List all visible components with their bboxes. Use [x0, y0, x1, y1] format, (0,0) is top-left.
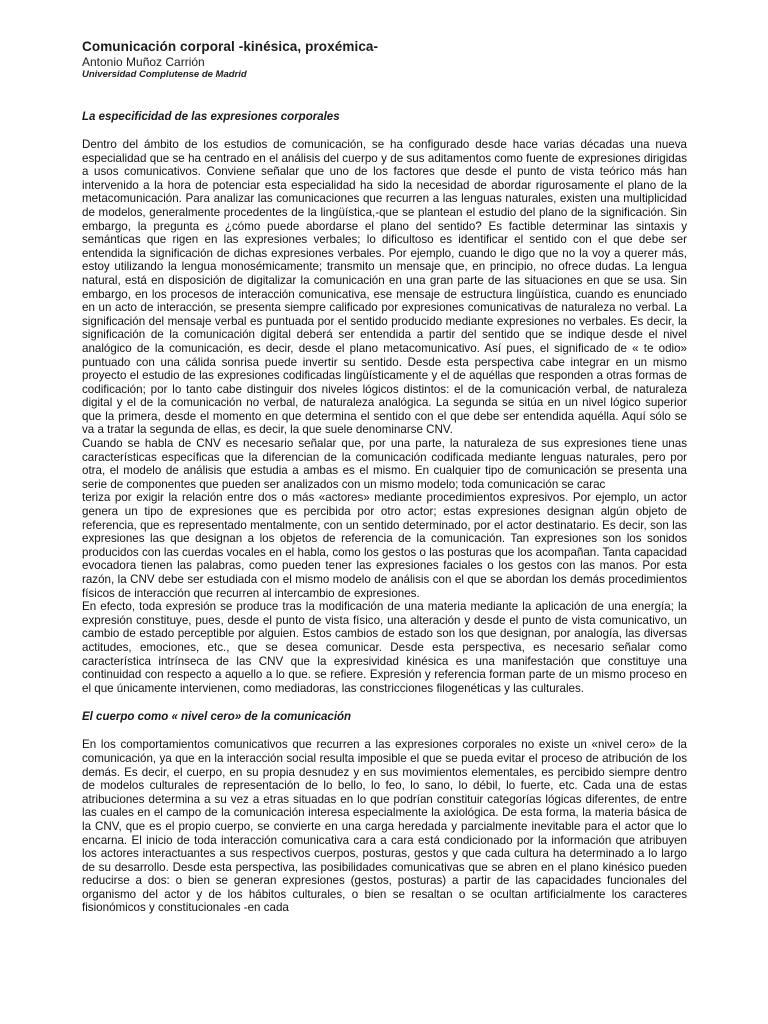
section-heading: El cuerpo como « nivel cero» de la comunicación [82, 711, 352, 724]
paragraph: En los comportamientos comunicativos que recurren a las expresiones corporales no existe un «nivel cero» de la comunicación, ya que en la interacción social resulta imposible el que se pueda evitar el proceso de atribución de los demás. Es decir, el cuerpo, en su propia desnudez y en sus movimientos elementales, es percibido siempre dentro de modelos culturales de representación de lo bello, lo feo, lo sano, lo débil, lo fuerte, etc. Cada una de estas atribuciones determina a su vez a etras situadas en lo que podrían constituir categorías lógicas diferentes, de entre las cuales en el campo de la comunicación interesa especialmente la axiológica. De esta forma, la materia básica de la CNV, que es el propio cuerpo, se convierte en una carga heredada y parcialmente inevitable para el actor que lo encarna. El inicio de toda interacción comunicativa cara a cara está condicionado por la información que atribuyen los actores interactuantes a sus respectivos cuerpos, posturas, gestos y que cada cultura ha determinado a lo largo de su desarrollo. Desde esta perspectiva, las posibilidades comunicativas que se abren en el plano kinésico pueden reducirse a dos: o bien se generan expresiones (gestos, posturas) a partir de las capacidades funcionales del organismo del actor y de los hábitos culturales, o bien se resaltan o se ocultan artificialmente los caracteres fisionómicos y constitucionales -en cada [82, 738, 687, 915]
section-heading: La especificidad de las expresiones corporales [82, 111, 340, 123]
paragraph: teriza por exigir la relación entre dos o más «actores» mediante procedimientos expresivos. Por ejemplo, un actor genera un tipo de expresiones que es percibida por otro actor; estas expresiones designan algún objeto de referencia, que es representado mentalmente, con un sentido determinado, por el actor destinatario. Es decir, son las expresiones las que designan a los objetos de referencia de la comunicación. Tan expresiones son los sonidos producidos con las cuerdas vocales en el habla, como los gestos o las posturas que los acompañan. Tanta capacidad evocadora tienen las palabras, como pueden tener las expresiones faciales o los gestos con las manos. Por esta razón, la CNV debe ser estudiada con el mismo modelo de análisis con el que se abordan los demás procedimientos físicos de interacción que recurren al intercambio de expresiones. [82, 491, 687, 600]
section-body [82, 138, 687, 695]
author-name: Antonio Muñoz Carrión [82, 55, 205, 69]
paragraph: Dentro del ámbito de los estudios de comunicación, se ha configurado desde hace varias décadas una nueva especialidad que se ha centrado en el análisis del cuerpo y de sus aditamentos como fuente de expresiones dirigidas a usos comunicativos. Conviene señalar que uno de los factores que desde el punto de vista teórico más han intervenido a la hora de potenciar esta especialidad ha sido la necesidad de abordar rigurosamente el plano de la metacomunicación. Para analizar las comunicaciones que recurren a las lenguas naturales, existen una multiplicidad de modelos, generalmente procedentes de la lingüística,-que se plantean el estudio del plano de la significación. Sin embargo, la pregunta es ¿cómo puede abordarse el plano del sentido? Es factible determinar las sintaxis y semánticas que rigen en las expresiones verbales; lo dificultoso es identificar el sentido con el que debe ser entendida la significación de dichas expresiones verbales. Por ejemplo, cuando le digo que no la voy a querer más, estoy utilizando la lengua monosémicamente; transmito un mensaje que, en principio, no ofrece dudas. La lengua natural, está en disposición de digitalizar la comunicación en una gran parte de las situaciones en que se usa. Sin embargo, en los procesos de interacción comunicativa, ese mensaje de estructura lingüística, cuando es enunciado en un acto de interacción, se presenta siempre calificado por expresiones comunicativas de naturaleza no verbal. La significación del mensaje verbal es puntuada por el sentido producido mediante expresiones no verbales. Es decir, la significación de la comunicación digital deberá ser entendida a partir del sentido que se indique desde el nivel analógico de la comunicación, es decir, desde el plano metacomunicativo. Así pues, el significado de « te odio» puntuado con una cálida sonrisa puede invertir su sentido. Desde esta perspectiva cabe integrar en un mismo proyecto el estudio de las expresiones codificadas lingüísticamente y el de aquéllas que responden a otras formas de codificación; por lo tanto cabe distinguir dos niveles lógicos distintos: el de la comunicación verbal, de naturaleza digital y el de la comunicación no verbal, de naturaleza analógica. La segunda se sitúa en un nivel lógico superior que la primera, desde el momento en que determina el sentido con el que debe ser entendida aquélla. Aquí sólo se va a tratar la segunda de ellas, es decir, la que suele denominarse CNV. [82, 138, 687, 437]
author-affiliation: Universidad Complutense de Madrid [82, 69, 247, 80]
section-body [82, 738, 687, 915]
paragraph: Cuando se habla de CNV es necesario señalar que, por una parte, la naturaleza de sus expresiones tiene unas características específicas que la diferencian de la comunicación codificada mediante lenguas naturales, pero por otra, el modelo de análisis que estudia a ambas es el mismo. En cualquier tipo de comunicación se presenta una serie de componentes que pueden ser analizados con un mismo modelo; toda comunicación se carac [82, 437, 687, 491]
document-title: Comunicación corporal -kinésica, proxémica- [82, 39, 379, 54]
document-page [82, 38, 687, 915]
paragraph: En efecto, toda expresión se produce tras la modificación de una materia mediante la aplicación de una energía; la expresión constituye, pues, desde el punto de vista físico, una alteración y desde el punto de vista comunicativo, un cambio de estado perceptible por alguien. Estos cambios de estado son los que designan, por analogía, las diversas actitudes, emociones, etc., que se desea comunicar. Desde esta perspectiva, es necesario señalar como característica intrínseca de las CNV que la expresividad kinésica es una manifestación que constituye una continuidad con respecto a aquello a lo que. se refiere. Expresión y referencia forman parte de un mismo proceso en el que únicamente intervienen, como mediadoras, las constricciones filogenéticas y las culturales. [82, 600, 687, 695]
